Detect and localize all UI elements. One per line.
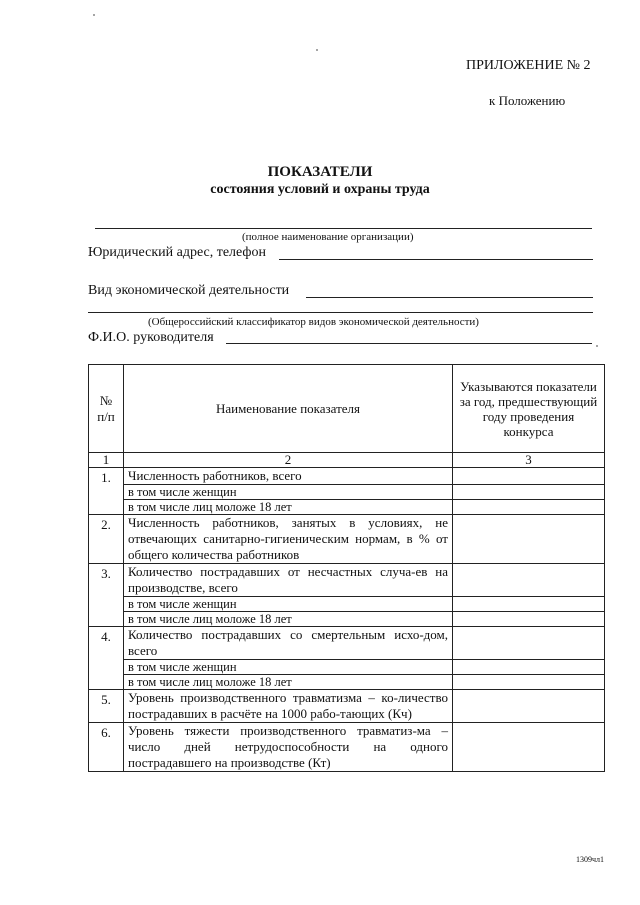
header-num: № п/п <box>89 365 124 453</box>
sub-indicator-value-cell[interactable] <box>453 675 605 690</box>
indicator-value-cell[interactable] <box>453 723 605 772</box>
director-label: Ф.И.О. руководителя <box>88 330 214 345</box>
indicators-table <box>88 364 605 772</box>
indicator-value-cell[interactable] <box>453 627 605 660</box>
table-subrow <box>89 597 605 612</box>
indicator-value-cell[interactable] <box>453 690 605 723</box>
scan-speck <box>93 14 95 16</box>
indicator-name: Уровень производственного травматизма – ко-личество пострадавших в расчёте на 1000 рабо-тающих (Кч) <box>124 690 453 723</box>
activity-line-2[interactable] <box>88 312 593 313</box>
sub-indicator-name: в том числе лиц моложе 18 лет <box>124 675 453 690</box>
org-name-line[interactable] <box>95 228 592 229</box>
indicator-name: Количество пострадавших от несчастных случа-ев на производстве, всего <box>124 564 453 597</box>
appendix-number: ПРИЛОЖЕНИЕ № 2 <box>466 58 591 73</box>
sub-indicator-value-cell[interactable] <box>453 660 605 675</box>
indicator-name: Уровень тяжести производственного травматиз-ма – число дней нетрудоспособности на одного пострадавшего на производстве (Кт) <box>124 723 453 772</box>
activity-label: Вид экономической деятельности <box>88 283 290 298</box>
sub-indicator-name: в том числе лиц моложе 18 лет <box>124 612 453 627</box>
sub-indicator-name: в том числе женщин <box>124 660 453 675</box>
legal-address-label: Юридический адрес, телефон <box>88 245 266 260</box>
table-row <box>89 468 605 485</box>
sub-indicator-name: в том числе женщин <box>124 485 453 500</box>
org-name-hint: (полное наименование организации) <box>242 231 414 243</box>
sub-indicator-name: в том числе лиц моложе 18 лет <box>124 500 453 515</box>
row-number: 6. <box>89 723 124 772</box>
header-value: Указываются показатели за год, предшествующий году проведения конкурса <box>453 365 605 453</box>
col-number: 2 <box>124 453 453 468</box>
table-row <box>89 627 605 660</box>
table-subrow <box>89 500 605 515</box>
indicator-name: Количество пострадавших со смертельным исхо-дом, всего <box>124 627 453 660</box>
indicator-value-cell[interactable] <box>453 468 605 485</box>
col-number: 1 <box>89 453 124 468</box>
document-subtitle: состояния условий и охраны труда <box>210 182 430 197</box>
row-number: 1. <box>89 468 124 515</box>
row-number: 4. <box>89 627 124 690</box>
table-row <box>89 515 605 564</box>
table-subrow <box>89 660 605 675</box>
sub-indicator-value-cell[interactable] <box>453 597 605 612</box>
document-title: ПОКАЗАТЕЛИ <box>267 164 373 180</box>
sub-indicator-value-cell[interactable] <box>453 485 605 500</box>
indicator-name: Численность работников, занятых в условиях, не отвечающих санитарно-гигиеническим нормам, в % от общего количества работников <box>124 515 453 564</box>
row-number: 2. <box>89 515 124 564</box>
table-row <box>89 723 605 772</box>
sub-indicator-value-cell[interactable] <box>453 500 605 515</box>
appendix-reference: к Положению <box>489 93 566 108</box>
legal-address-line[interactable] <box>279 259 593 260</box>
indicator-value-cell[interactable] <box>453 564 605 597</box>
document-code: 1309чл1 <box>576 855 605 864</box>
table-row <box>89 564 605 597</box>
row-number: 5. <box>89 690 124 723</box>
col-number: 3 <box>453 453 605 468</box>
indicator-value-cell[interactable] <box>453 515 605 564</box>
table-row <box>89 690 605 723</box>
indicator-name: Численность работников, всего <box>124 468 453 485</box>
activity-line[interactable] <box>306 297 593 298</box>
director-line[interactable] <box>226 343 592 344</box>
sub-indicator-value-cell[interactable] <box>453 612 605 627</box>
table-subrow <box>89 675 605 690</box>
okved-hint: (Общероссийский классификатор видов экономической деятельности) <box>148 316 479 328</box>
scan-speck <box>316 49 318 51</box>
scan-speck <box>596 345 598 347</box>
sub-indicator-name: в том числе женщин <box>124 597 453 612</box>
row-number: 3. <box>89 564 124 627</box>
table-subrow <box>89 485 605 500</box>
header-name: Наименование показателя <box>124 365 453 453</box>
table-subrow <box>89 612 605 627</box>
